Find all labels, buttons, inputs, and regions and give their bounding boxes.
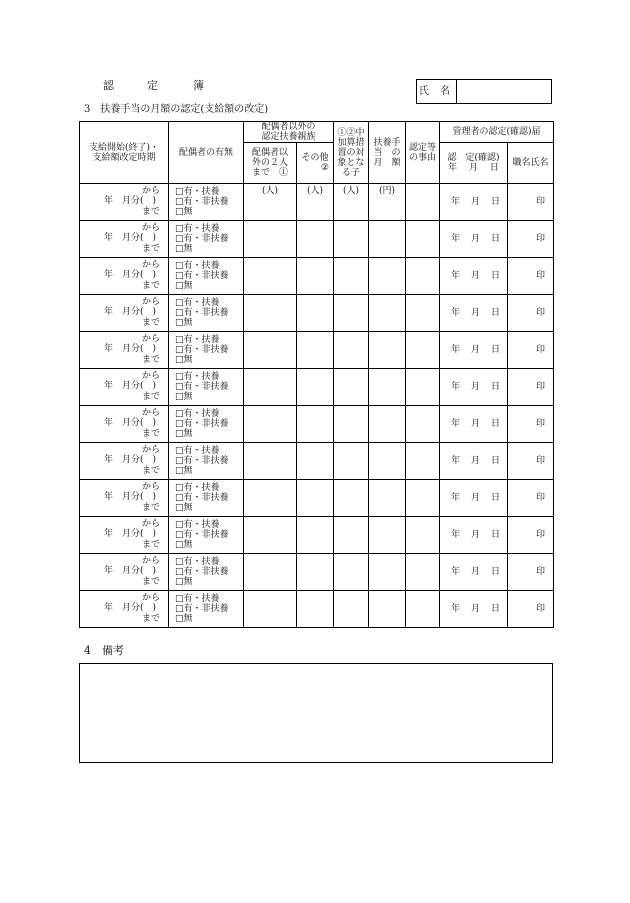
dependents-header-line2: 認定扶養親族	[261, 132, 316, 142]
spouse-opt-none[interactable]: □無	[175, 503, 193, 513]
period-cell[interactable]	[80, 295, 169, 332]
dep2-cell[interactable]	[297, 295, 334, 332]
spouse-header: 配偶者の有無	[169, 122, 244, 184]
spouse-opt-dependent[interactable]: □有・扶養	[175, 409, 220, 419]
reason-cell[interactable]	[406, 295, 440, 332]
table-row	[80, 295, 554, 332]
seal-cell[interactable]	[508, 332, 554, 369]
period-until: まで	[141, 614, 160, 624]
period-until: まで	[141, 503, 160, 513]
period-until: まで	[141, 318, 160, 328]
unit-label: (人)	[261, 186, 279, 196]
table-row	[80, 406, 554, 443]
midterm-line4: 象とな	[337, 157, 365, 168]
period-month: 年 月分( )	[104, 307, 157, 317]
cert-date-cell[interactable]	[440, 184, 508, 221]
spouse-opt-nondependent[interactable]: □有・非扶養	[175, 604, 229, 614]
period-from: から	[141, 519, 160, 529]
period-header-line1: 支給開始(終了)・	[88, 142, 160, 153]
table-row	[80, 221, 554, 258]
manager-header: 管理者の認定(確認)届	[440, 122, 554, 143]
spouse-opt-none[interactable]: □無	[175, 614, 193, 624]
date-day: 日	[491, 530, 501, 540]
spouse-cell[interactable]	[169, 517, 244, 554]
midterm-cell[interactable]	[334, 221, 369, 258]
midterm-cell[interactable]	[334, 517, 369, 554]
cert-date-line2: 年 月 日	[448, 163, 499, 173]
cert-date-cell[interactable]	[440, 591, 508, 628]
table-row	[80, 369, 554, 406]
date-day: 日	[491, 604, 501, 614]
seal-cell[interactable]	[508, 554, 554, 591]
spouse-opt-nondependent[interactable]: □有・非扶養	[175, 308, 229, 318]
date-month: 月	[471, 530, 481, 540]
spouse-opt-none[interactable]: □無	[175, 392, 193, 402]
cert-date-line1: 認 定(確認)	[447, 153, 500, 163]
midterm-cell[interactable]	[334, 369, 369, 406]
period-from: から	[141, 371, 160, 381]
spouse-opt-nondependent[interactable]: □有・非扶養	[175, 234, 229, 244]
title-char-3: 簿	[193, 79, 204, 92]
period-cell[interactable]	[80, 369, 169, 406]
date-day: 日	[491, 419, 501, 429]
reason-line1: 認定等	[408, 142, 436, 153]
unit-label: (人)	[306, 186, 324, 196]
spouse-opt-none[interactable]: □無	[175, 466, 193, 476]
date-year: 年	[451, 567, 461, 577]
official-header: 職名氏名	[508, 143, 554, 184]
spouse-opt-dependent[interactable]: □有・扶養	[175, 594, 220, 604]
period-until: まで	[141, 466, 160, 476]
date-month: 月	[471, 604, 481, 614]
dep2-cell[interactable]	[297, 369, 334, 406]
cert-date-cell[interactable]	[440, 221, 508, 258]
dep2-cell[interactable]	[297, 480, 334, 517]
seal-cell[interactable]	[508, 406, 554, 443]
table-row	[80, 443, 554, 480]
midterm-cell[interactable]	[334, 554, 369, 591]
monthly-cell[interactable]	[369, 554, 406, 591]
period-month: 年 月分( )	[104, 344, 157, 354]
dep1-line3: まで ①	[251, 168, 288, 178]
monthly-line3: 月 額	[373, 157, 401, 168]
date-month: 月	[471, 345, 481, 355]
date-year: 年	[451, 345, 461, 355]
seal-cell[interactable]	[508, 369, 554, 406]
dep1-cell[interactable]	[244, 221, 297, 258]
name-box	[416, 79, 552, 104]
monthly-cell[interactable]	[369, 184, 406, 221]
spouse-opt-dependent[interactable]: □有・扶養	[175, 520, 220, 530]
date-month: 月	[471, 382, 481, 392]
reason-cell[interactable]	[406, 554, 440, 591]
cert-date-cell[interactable]	[440, 332, 508, 369]
date-day: 日	[491, 567, 501, 577]
spouse-cell[interactable]	[169, 258, 244, 295]
date-month: 月	[471, 567, 481, 577]
spouse-opt-dependent[interactable]: □有・扶養	[175, 557, 220, 567]
period-month: 年 月分( )	[104, 381, 157, 391]
period-from: から	[141, 556, 160, 566]
seal-cell[interactable]	[508, 443, 554, 480]
seal-mark: 印	[535, 308, 545, 318]
unit-label: (人)	[342, 186, 360, 196]
dep2-cell[interactable]	[297, 184, 334, 221]
spouse-opt-none[interactable]: □無	[175, 577, 193, 587]
cert-date-cell[interactable]	[440, 443, 508, 480]
spouse-opt-none[interactable]: □無	[175, 318, 193, 328]
date-day: 日	[491, 308, 501, 318]
date-day: 日	[491, 456, 501, 466]
name-label: 氏 名	[417, 80, 457, 103]
dep2-cell[interactable]	[297, 332, 334, 369]
period-from: から	[141, 445, 160, 455]
spouse-opt-none[interactable]: □無	[175, 540, 193, 550]
period-from: から	[141, 297, 160, 307]
table-row	[80, 480, 554, 517]
date-year: 年	[451, 456, 461, 466]
seal-cell[interactable]	[508, 295, 554, 332]
period-until: まで	[141, 577, 160, 587]
spouse-cell[interactable]	[169, 369, 244, 406]
section3-title: 3 扶養手当の月額の認定(支給額の改定)	[84, 104, 269, 115]
table-row	[80, 184, 554, 221]
dep1-cell[interactable]	[244, 258, 297, 295]
dep2-line2: ②	[320, 163, 329, 173]
monthly-line2: 当 の	[373, 147, 401, 158]
dep2-line1: その他	[301, 153, 329, 163]
midterm-line2: 加算措	[337, 137, 365, 148]
period-month: 年 月分( )	[104, 529, 157, 539]
monthly-cell[interactable]	[369, 369, 406, 406]
dep1-cell[interactable]	[244, 332, 297, 369]
period-month: 年 月分( )	[104, 603, 157, 613]
reason-line2: の事由	[408, 152, 436, 163]
midterm-cell[interactable]	[334, 295, 369, 332]
period-month: 年 月分( )	[104, 196, 157, 206]
date-year: 年	[451, 382, 461, 392]
title-char-1: 認	[103, 79, 114, 92]
date-year: 年	[451, 271, 461, 281]
table-row	[80, 517, 554, 554]
cert-date-cell[interactable]	[440, 295, 508, 332]
seal-cell[interactable]	[508, 258, 554, 295]
spouse-opt-none[interactable]: □無	[175, 281, 193, 291]
midterm-cell[interactable]	[334, 591, 369, 628]
cert-date-cell[interactable]	[440, 406, 508, 443]
dep1-cell[interactable]	[244, 480, 297, 517]
seal-mark: 印	[535, 493, 545, 503]
spouse-cell[interactable]	[169, 480, 244, 517]
seal-cell[interactable]	[508, 591, 554, 628]
reason-cell[interactable]	[406, 332, 440, 369]
seal-mark: 印	[535, 197, 545, 207]
date-month: 月	[471, 197, 481, 207]
seal-cell[interactable]	[508, 184, 554, 221]
seal-cell[interactable]	[508, 517, 554, 554]
dep2-cell[interactable]	[297, 517, 334, 554]
date-day: 日	[491, 271, 501, 281]
spouse-opt-dependent[interactable]: □有・扶養	[175, 187, 220, 197]
reason-cell[interactable]	[406, 443, 440, 480]
date-month: 月	[471, 308, 481, 318]
reason-header	[406, 122, 440, 184]
seal-mark: 印	[535, 345, 545, 355]
monthly-cell[interactable]	[369, 517, 406, 554]
reason-cell[interactable]	[406, 258, 440, 295]
date-year: 年	[451, 234, 461, 244]
midterm-line3: 置の対	[337, 147, 365, 158]
spouse-opt-nondependent[interactable]: □有・非扶養	[175, 493, 229, 503]
cert-date-cell[interactable]	[440, 480, 508, 517]
spouse-cell[interactable]	[169, 554, 244, 591]
dep2-cell[interactable]	[297, 554, 334, 591]
period-header	[80, 122, 169, 184]
dep1-cell[interactable]	[244, 591, 297, 628]
period-until: まで	[141, 429, 160, 439]
spouse-opt-nondependent[interactable]: □有・非扶養	[175, 567, 229, 577]
spouse-opt-nondependent[interactable]: □有・非扶養	[175, 197, 229, 207]
dep1-line2: 外の２人	[251, 158, 288, 168]
period-month: 年 月分( )	[104, 270, 157, 280]
spouse-opt-nondependent[interactable]: □有・非扶養	[175, 345, 229, 355]
reason-cell[interactable]	[406, 221, 440, 258]
spouse-cell[interactable]	[169, 184, 244, 221]
seal-mark: 印	[535, 271, 545, 281]
reason-cell[interactable]	[406, 591, 440, 628]
period-cell[interactable]	[80, 184, 169, 221]
period-until: まで	[141, 281, 160, 291]
date-day: 日	[491, 493, 501, 503]
period-until: まで	[141, 244, 160, 254]
spouse-opt-nondependent[interactable]: □有・非扶養	[175, 271, 229, 281]
period-until: まで	[141, 392, 160, 402]
period-from: から	[141, 482, 160, 492]
spouse-opt-none[interactable]: □無	[175, 244, 193, 254]
monthly-header	[369, 122, 406, 184]
midterm-line5: る子	[341, 167, 360, 178]
dep1-cell[interactable]	[244, 443, 297, 480]
spouse-cell[interactable]	[169, 221, 244, 258]
midterm-cell[interactable]	[334, 332, 369, 369]
midterm-line1: ①②中	[337, 127, 365, 138]
spouse-opt-dependent[interactable]: □有・扶養	[175, 372, 220, 382]
cert-date-cell[interactable]	[440, 258, 508, 295]
period-cell[interactable]	[80, 332, 169, 369]
spouse-cell[interactable]	[169, 443, 244, 480]
date-month: 月	[471, 493, 481, 503]
period-cell[interactable]	[80, 517, 169, 554]
period-cell[interactable]	[80, 591, 169, 628]
spouse-opt-none[interactable]: □無	[175, 355, 193, 365]
period-until: まで	[141, 207, 160, 217]
dep1-cell[interactable]	[244, 369, 297, 406]
period-month: 年 月分( )	[104, 418, 157, 428]
spouse-opt-nondependent[interactable]: □有・非扶養	[175, 530, 229, 540]
monthly-cell[interactable]	[369, 221, 406, 258]
period-header-line2: 支給額改定時期	[92, 152, 156, 163]
dependents-header-line1: 配偶者以外の	[261, 122, 316, 132]
period-cell[interactable]	[80, 221, 169, 258]
period-cell[interactable]	[80, 554, 169, 591]
spouse-opt-dependent[interactable]: □有・扶養	[175, 298, 220, 308]
period-cell[interactable]	[80, 258, 169, 295]
midterm-cell[interactable]	[334, 406, 369, 443]
period-month: 年 月分( )	[104, 566, 157, 576]
monthly-line1: 扶養手	[373, 137, 401, 148]
spouse-cell[interactable]	[169, 406, 244, 443]
period-cell[interactable]	[80, 480, 169, 517]
certification-table	[79, 121, 554, 628]
dep1-cell[interactable]	[244, 554, 297, 591]
period-from: から	[141, 260, 160, 270]
monthly-cell[interactable]	[369, 591, 406, 628]
cert-date-cell[interactable]	[440, 517, 508, 554]
period-from: から	[141, 186, 160, 196]
cert-date-cell[interactable]	[440, 554, 508, 591]
seal-mark: 印	[535, 567, 545, 577]
cert-date-header	[440, 143, 508, 184]
spouse-opt-dependent[interactable]: □有・扶養	[175, 335, 220, 345]
spouse-opt-none[interactable]: □無	[175, 429, 193, 439]
unit-label: (円)	[378, 186, 396, 196]
spouse-cell[interactable]	[169, 332, 244, 369]
dep1-cell[interactable]	[244, 184, 297, 221]
table-row	[80, 554, 554, 591]
date-day: 日	[491, 197, 501, 207]
spouse-opt-nondependent[interactable]: □有・非扶養	[175, 456, 229, 466]
monthly-cell[interactable]	[369, 480, 406, 517]
spouse-opt-dependent[interactable]: □有・扶養	[175, 446, 220, 456]
spouse-opt-dependent[interactable]: □有・扶養	[175, 261, 220, 271]
date-month: 月	[471, 271, 481, 281]
period-from: から	[141, 223, 160, 233]
spouse-opt-dependent[interactable]: □有・扶養	[175, 483, 220, 493]
dep2-cell[interactable]	[297, 221, 334, 258]
period-month: 年 月分( )	[104, 492, 157, 502]
period-from: から	[141, 408, 160, 418]
remarks-box[interactable]	[79, 663, 553, 763]
seal-mark: 印	[535, 382, 545, 392]
spouse-cell[interactable]	[169, 295, 244, 332]
seal-cell[interactable]	[508, 480, 554, 517]
period-from: から	[141, 334, 160, 344]
section4-title: 4 備考	[84, 644, 124, 657]
date-year: 年	[451, 604, 461, 614]
dep2-header	[297, 143, 334, 184]
spouse-opt-nondependent[interactable]: □有・非扶養	[175, 419, 229, 429]
dep1-cell[interactable]	[244, 517, 297, 554]
period-until: まで	[141, 540, 160, 550]
spouse-opt-nondependent[interactable]: □有・非扶養	[175, 382, 229, 392]
period-month: 年 月分( )	[104, 233, 157, 243]
title-char-2: 定	[147, 79, 158, 92]
dep2-cell[interactable]	[297, 406, 334, 443]
seal-mark: 印	[535, 419, 545, 429]
midterm-cell[interactable]	[334, 258, 369, 295]
monthly-cell[interactable]	[369, 258, 406, 295]
date-year: 年	[451, 419, 461, 429]
date-month: 月	[471, 456, 481, 466]
seal-mark: 印	[535, 530, 545, 540]
date-month: 月	[471, 419, 481, 429]
midterm-cell[interactable]	[334, 443, 369, 480]
dep1-header	[244, 143, 297, 184]
date-year: 年	[451, 530, 461, 540]
spouse-cell[interactable]	[169, 591, 244, 628]
cert-date-cell[interactable]	[440, 369, 508, 406]
date-day: 日	[491, 234, 501, 244]
seal-mark: 印	[535, 456, 545, 466]
seal-mark: 印	[535, 234, 545, 244]
period-cell[interactable]	[80, 406, 169, 443]
period-month: 年 月分( )	[104, 455, 157, 465]
dep1-cell[interactable]	[244, 295, 297, 332]
seal-cell[interactable]	[508, 221, 554, 258]
dependents-header	[244, 122, 334, 143]
monthly-cell[interactable]	[369, 295, 406, 332]
midterm-cell[interactable]	[334, 184, 369, 221]
monthly-cell[interactable]	[369, 332, 406, 369]
date-year: 年	[451, 197, 461, 207]
table-row	[80, 591, 554, 628]
dep2-cell[interactable]	[297, 591, 334, 628]
reason-cell[interactable]	[406, 517, 440, 554]
period-until: まで	[141, 355, 160, 365]
date-day: 日	[491, 382, 501, 392]
date-month: 月	[471, 234, 481, 244]
date-year: 年	[451, 308, 461, 318]
period-cell[interactable]	[80, 443, 169, 480]
reason-cell[interactable]	[406, 369, 440, 406]
dep2-cell[interactable]	[297, 443, 334, 480]
dep1-cell[interactable]	[244, 406, 297, 443]
midterm-header	[334, 122, 369, 184]
monthly-cell[interactable]	[369, 443, 406, 480]
seal-mark: 印	[535, 604, 545, 614]
monthly-cell[interactable]	[369, 406, 406, 443]
midterm-cell[interactable]	[334, 480, 369, 517]
date-day: 日	[491, 345, 501, 355]
dep1-line1: 配偶者以	[251, 148, 288, 158]
spouse-opt-none[interactable]: □無	[175, 207, 193, 217]
date-year: 年	[451, 493, 461, 503]
dep2-cell[interactable]	[297, 258, 334, 295]
table-row	[80, 258, 554, 295]
reason-cell[interactable]	[406, 480, 440, 517]
period-from: から	[141, 593, 160, 603]
reason-cell[interactable]	[406, 184, 440, 221]
reason-cell[interactable]	[406, 406, 440, 443]
table-row	[80, 332, 554, 369]
spouse-opt-dependent[interactable]: □有・扶養	[175, 224, 220, 234]
